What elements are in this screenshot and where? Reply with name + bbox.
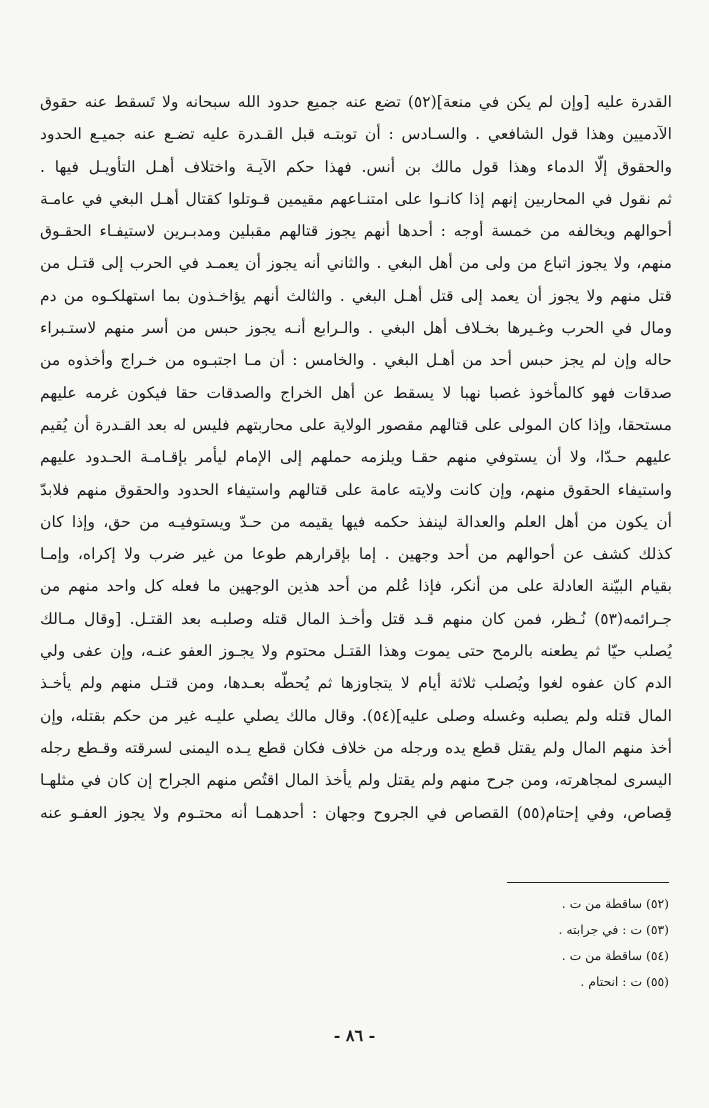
text-line: كذلك كشف عن أحوالهم من أحد وجهين . إما بإقرارهم طوعا من غير ضرب ولا إكراه، وإمـا xyxy=(40,545,672,564)
text-line: جـرائمه(٥٣) نُـظر، فمن كان منهم قـد قتل وأخـذ المال قتله وصلبـه بعد القتـل. [وقال مـالك xyxy=(40,609,672,628)
text-line: واستيفاء الحقوق منهم، وإن كانت ولايته عامة على قتالهم واستيفاء الحدود والحقوق منهم فلابدّ xyxy=(40,480,672,499)
footnote: (٥٤) ساقطة من ت . xyxy=(561,948,669,963)
text-line: منهم، ولا يجوز اتباع من ولى من أهل البغي . والثاني أنه يجوز أن يعمـد في الحرب إلى قتـل من xyxy=(40,254,672,273)
text-line: أخذ منهم المال ولم يقتل قطع يده ورجله من خلاف فكان قطع يـده اليمنى لسرقته وقـطع رجله xyxy=(40,738,672,757)
footnote: (٥٣) ت : في جرابته . xyxy=(558,922,669,937)
text-line: اليسرى لمجاهرته، ومن جرح منهم ولم يقتل ولم يأخذ المال اقتُص منهم الجراح إن كان في مثلهـا xyxy=(40,771,672,790)
text-line: الدم كان عفوه لغوا ويُصلب ثلاثة أيام لا يتجاوزها ثم يُحطّه بعـدها، ومن قتـل منهم ولم يأخـذ xyxy=(40,674,672,693)
text-line: والحقوق إلّا الدماء وهذا قول مالك بن أنس. فهذا حكم الآيـة واختلاف أهـل التأويـل فيها . xyxy=(40,157,672,176)
text-line: عليهم حـدّا، ولا أن يستوفي منهم حقـا ويلزمه حملهم إلى الإمام ليأمر بإقـامـة الحـدود عليهم xyxy=(40,448,672,467)
text-line: أحوالهم ويخالفه من خمسة أوجه : أحدها أنهم يجوز قتالهم مقبلين ومدبـرين لاستيفـاء الحقـوق xyxy=(40,222,672,241)
page-number: - ٨٦ - xyxy=(333,1026,376,1045)
text-line: حاله وإن لم يجز حبس أحد من أهـل البغي . والخامس : أن مـا اجتبـوه من خـراج وأخذوه من xyxy=(40,351,672,370)
text-line: ثم نقول في المحاربين إنهم إذا كانـوا على امتنـاعهم مقيمين قـوتلوا كقتال أهـل البغي في عامـة xyxy=(40,189,672,208)
text-line: قِصاص، وفي إحتام(٥٥) القصاص في الجروح وجهان : أحدهمـا أنه محتـوم ولا يجوز العفـو عنه xyxy=(40,803,672,822)
text-line: أن يكون من أهل العلم والعدالة لينفذ حكمه فيها يقيمه من حـدّ ويستوفيـه من حق، وإذا كان xyxy=(40,512,672,531)
footnote: (٥٥) ت : انحتام . xyxy=(580,974,669,989)
main-text-body xyxy=(40,86,672,829)
text-line: المال قتله ولم يصلبه وغسله وصلى عليه](٥٤). وقال مالك يصلي عليـه غير من حكم بقتله، وإن xyxy=(40,706,672,725)
text-line: بقيام البيّنة العادلة على من أنكر، فإذا عُلم من أحد هذين الوجهين ما فعله كل واحد منهم من xyxy=(40,577,672,596)
text-line: صدقات فهو كالمأخوذ غصبا نهبا لا يسقط عن أهل الخراج والصدقات حقا فيكون غرمه عليهم xyxy=(40,383,672,402)
text-line: القدرة عليه [وإن لم يكن في منعة](٥٢) تضع عنه جميع حدود الله سبحانه ولا تَسقط عنه حقوق xyxy=(40,93,672,111)
text-line: الآدميين وهذا قول الشافعي . والسـادس : أن توبتـه قبل القـدرة عليه تضـع عنه جميـع الحدود xyxy=(40,125,672,144)
text-line: مستحقا، وإذا كان المولى على قتالهم مقصور الولاية على محاربتهم فليس له بعد القـدرة أن يُقيم xyxy=(40,415,672,434)
text-line: يُصلب حيّا ثم يطعنه بالرمح حتى يموت وهذا القتـل محتوم ولا يجـوز العفو عنـه، وإن عفى ولي xyxy=(40,642,672,661)
footnote: (٥٢) ساقطة من ت . xyxy=(561,896,669,911)
text-line: قتل منهم ولا يجوز أن يعمد إلى قتل أهـل البغي . والثالث أنهم يؤاخـذون بما استهلكـوه من دم xyxy=(40,286,672,305)
footnotes xyxy=(369,891,669,995)
footnote-divider xyxy=(507,882,669,883)
text-line: ومال في الحرب وغـيرها بخـلاف أهل البغي . والـرابع أنـه يجوز حبس من أسر منهم لاستـبراء xyxy=(40,319,672,338)
